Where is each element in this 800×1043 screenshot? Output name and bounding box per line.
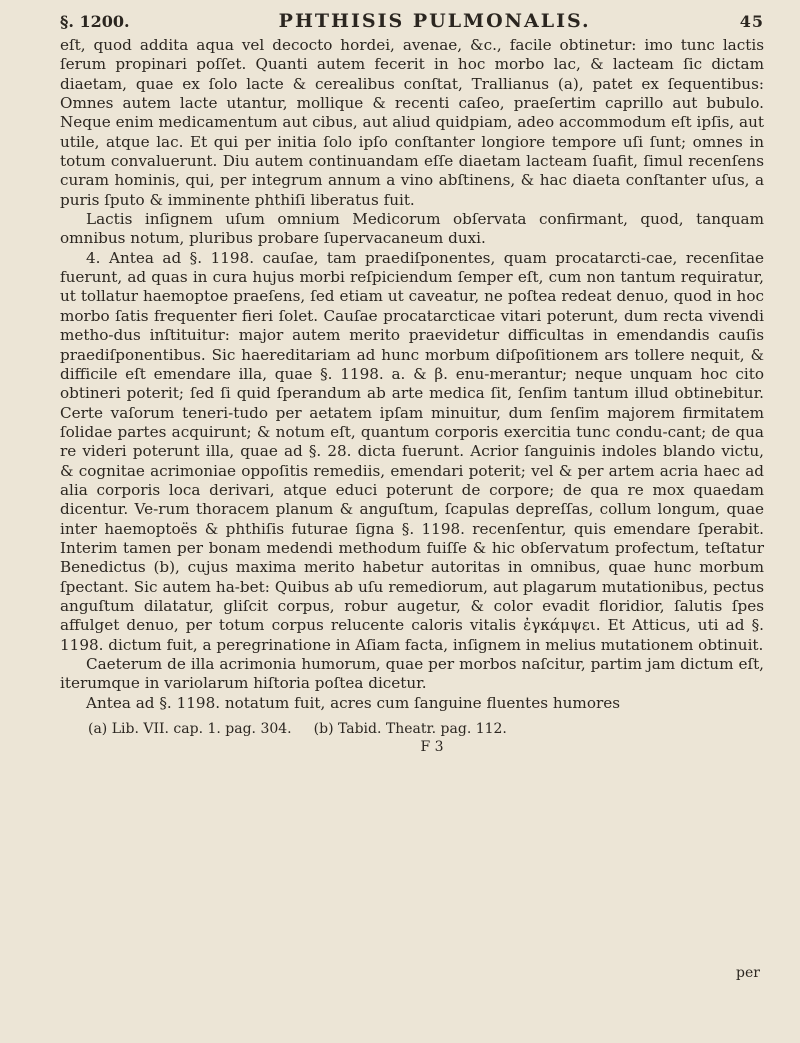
- section-number: §. 1200.: [60, 12, 130, 31]
- running-title: PHTHISIS PULMONALIS.: [278, 10, 591, 32]
- page-number: 45: [739, 12, 764, 31]
- paragraph-1: eſt, quod addita aqua vel decocto hordei, avenae, &c., facile obtinetur: imo tunc lactis ſerum propinari poſſet. Quanti autem fecerit in hoc morbo lac, & lacteam ſic dictam diaetam, quae ex ſolo lacte & cerealibus conſtat, Trallianus (a), patet ex ſequentibus: Omnes autem lacte utantur, mollique & recenti caſeo, praeſertim caprillo aut bubulo. Neque enim medicamentum aut cibus, aut aliud quidpiam, adeo accommodum eſt ipſis, aut utile, atque lac. Et qui per initia ſolo ipſo conſtanter longiore tempore uſi ſunt; omnes in totum convaluerunt. Diu autem continuandam eſſe diaetam lacteam ſuafit, ſimul recenſens curam hominis, qui, per integrum annum a vino abſtinens, & hac diaeta conſtanter uſus, a puris ſputo & imminente phthiſi liberatus fuit.: [60, 36, 764, 209]
- running-head: [60, 10, 764, 32]
- paragraph-3: 4. Antea ad §. 1198. cauſae, tam praediſponentes, quam procatarcti-cae, recenſitae fuerunt, ad quas in cura hujus morbi reſpiciendum ſemper eſt, cum non tantum requiratur, ut tollatur haemoptoe praeſens, ſed etiam ut caveatur, ne poſtea redeat denuo, quod in hoc morbo ſatis frequenter fieri ſolet. Cauſae procatarcticae vitari poterunt, dum recta vivendi metho-dus inſtituitur: major autem merito praevidetur difficultas in emendandis cauſis praediſponentibus. Sic haereditariam ad hunc morbum diſpoſitionem ars tollere nequit, & difficile eſt emendare illa, quae §. 1198. a. & β. enu-merantur; neque unquam hoc cito obtineri poterit; ſed ſi quid ſperandum ab arte medica ſit, ſenſim tantum illud obtinebitur. Certe vaſorum teneri-tudo per aetatem ipſam minuitur, dum ſenſim majorem firmitatem ſolidae partes acquirunt; & notum eſt, quantum corporis exercitia tunc condu-cant; de qua re videri poterunt illa, quae ad §. 28. dicta fuerunt. Acrior ſanguinis indoles blando victu, & cognitae acrimoniae oppoſitis remediis, emendari poterit; vel & per artem acria haec ad alia corporis loca derivari, atque educi poterunt de corpore; de qua re mox quaedam dicentur. Ve-rum thoracem planum & anguſtum, ſcapulas depreſſas, collum longum, quae inter haemoptoës & phthiſis futurae ſigna §. 1198. recenſentur, quis emendare ſperabit. Interim tamen per bonam medendi methodum fuiſſe & hic obſervatum profectum, teſtatur Benedictus (b), cujus maxima merito habetur autoritas in omnibus, quae hunc morbum ſpectant. Sic autem ha-bet: Quibus ab uſu remediorum, aut plagarum mutationibus, pectus anguſtum dilatatur, gliſcit corpus, robur augetur, & color evadit floridior, ſalutis ſpes affulget denuo, per totum corpus relucente caloris vitalis ἐγκάμψει. Et Atticus, uti ad §. 1198. dictum fuit, a peregrinatione in Aſiam facta, inſignem in melius mutationem obtinuit.: [60, 248, 764, 654]
- body-text: [60, 36, 764, 713]
- footnote-b: (b) Tabid. Theatr. pag. 112.: [313, 721, 507, 738]
- paragraph-2: Lactis inſignem uſum omnium Medicorum obſervata confirmant, quod, tanquam omnibus notum, pluribus probare ſupervacaneum duxi.: [60, 210, 764, 248]
- paragraph-5: Antea ad §. 1198. notatum fuit, acres cum ſanguine fluentes humores: [86, 693, 621, 712]
- paragraph-4: Caeterum de illa acrimonia humorum, quae per morbos naſcitur, partim jam dictum eſt, iterumque in variolarum hiſtoria poſtea dicetur.: [60, 655, 764, 693]
- footnotes: [60, 721, 764, 737]
- footnote-a: (a) Lib. VII. cap. 1. pag. 304.: [88, 721, 292, 738]
- catchword: per: [736, 965, 760, 981]
- signature-mark: F 3: [420, 739, 444, 756]
